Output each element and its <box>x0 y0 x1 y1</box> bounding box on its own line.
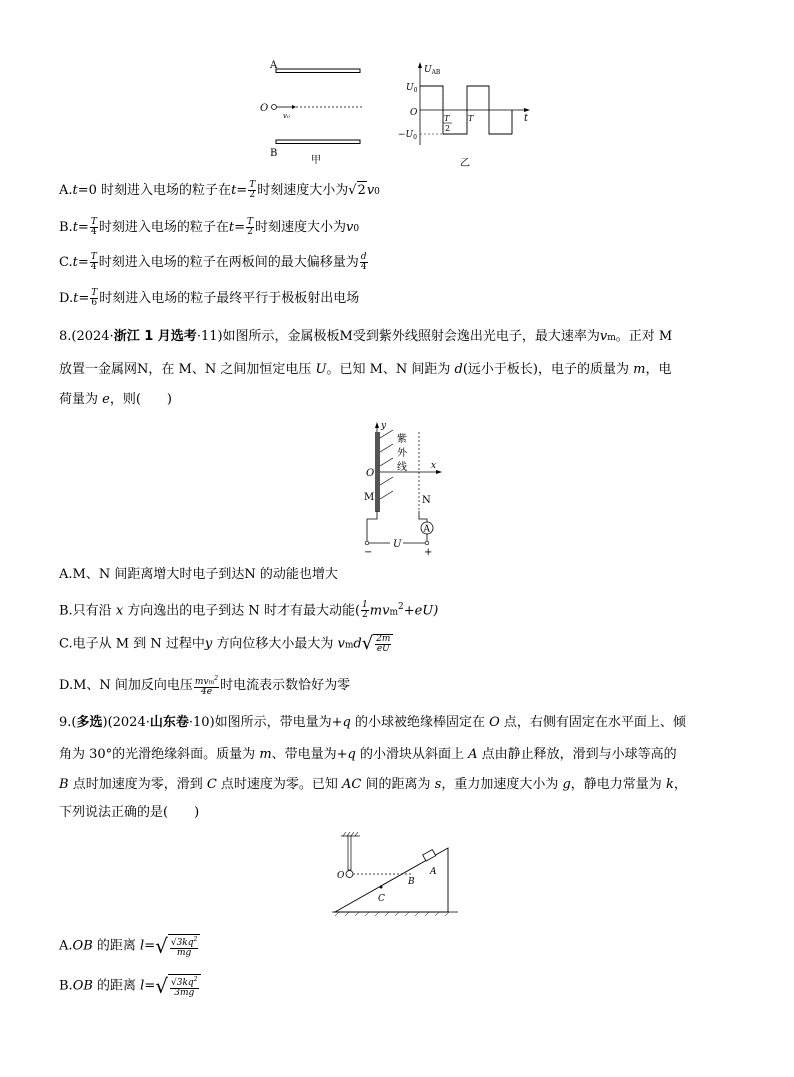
x-axis-label: x <box>431 461 437 471</box>
q8-option-b[interactable]: B.只有沿 x 方向逸出的电子到达 N 时才有最大动能( $\frac{1}{2}$ mvm$^2$+eU) <box>59 600 439 621</box>
fraction: $\frac{d}{4}$ <box>360 252 367 272</box>
t-full: T <box>468 114 474 123</box>
q9-figure <box>325 828 465 923</box>
graph-origin: O <box>410 108 418 118</box>
u0-label: $U_0$ <box>406 83 418 94</box>
q7-option-c[interactable]: C.t= $\frac{T}{4}$ 时刻进入电场的粒子在两板间的最大偏移量为 $\frac{d}{4}$ <box>59 252 367 272</box>
svg-text:A: A <box>423 524 430 535</box>
fraction: $\frac{T}{2}$ <box>247 217 254 237</box>
plate-a <box>276 69 360 73</box>
charged-ball <box>346 871 353 878</box>
q7-option-a[interactable]: A.t=0 时刻进入电场的粒子在t= $\frac{T}{2}$ 时刻速度大小为√2v0 <box>59 180 380 200</box>
q9-stem-line-1: 9.(多选)(2024·山东卷·10)如图所示，带电量为+q 的小球被绝缘棒固定在 O 点，右侧有固定在水平面上、倾 <box>59 715 686 730</box>
q9-option-a[interactable]: A.OB 的距离 l=√ $\frac{√3kq^2}{mg}$ <box>59 934 200 958</box>
uab-label: $U_{AB}$ <box>424 65 441 76</box>
uv-light-2: 外 <box>397 448 407 459</box>
sqrt-expression: √ $\frac{√3kq^2}{3mg}$ <box>155 974 200 998</box>
q8-option-a[interactable]: A.M、N 间距离增大时电子到达N 的动能也增大 <box>59 567 338 582</box>
q7-option-b[interactable]: B.t= $\frac{T}{4}$ 时刻进入电场的粒子在t= $\frac{T}{2}$ 时刻速度大小为v0 <box>59 217 360 237</box>
label-n: N <box>422 495 431 506</box>
plate-b <box>276 140 360 144</box>
sqrt-expression: √ $\frac{√3kq^2}{mg}$ <box>155 934 200 958</box>
sqrt-2: √2 <box>348 183 366 198</box>
t-half-den: 2 <box>445 124 451 133</box>
sqrt-expression: √ $\frac{2m}{eU}$ <box>362 634 394 654</box>
q9-stem-line-2: 角为 30°的光滑绝缘斜面。质量为 m、带电量为+q 的小滑块从斜面上 A 点由静止释放，滑到与小球等高的 <box>59 747 677 762</box>
point-c: C <box>378 894 385 904</box>
figure-jia-yi <box>250 52 550 177</box>
t-axis-label: t <box>524 113 529 124</box>
uv-light-1: 紫 <box>397 434 407 445</box>
fraction: $\frac{1}{2}$ <box>362 600 368 621</box>
q8-stem-line-2: 放置一金属网N，在 M、N 之间加恒定电压 U。已知 M、N 间距为 d(远小于板长)，电子的质量为 m，电 <box>59 362 672 377</box>
t-half-num: T <box>444 114 450 123</box>
plus-terminal: + <box>424 547 433 558</box>
point-c-dot <box>380 886 383 889</box>
plate-b-label: B <box>270 148 278 159</box>
plate-a-label: A <box>270 60 278 71</box>
fraction: $\frac{T}{2}$ <box>249 180 256 200</box>
fraction: $\frac{T}{4}$ <box>90 252 97 272</box>
voltage-u: U <box>393 539 402 550</box>
uv-light-3: 线 <box>397 462 407 473</box>
plate-m <box>375 432 380 512</box>
fraction: $\frac{T}{4}$ <box>90 217 97 237</box>
particle <box>272 105 277 110</box>
q7-option-d[interactable]: D.t= $\frac{T}{6}$ 时刻进入电场的粒子最终平行于极板射出电场 <box>59 288 360 308</box>
label-m: M <box>364 492 375 503</box>
q9-option-b[interactable]: B.OB 的距离 l=√ $\frac{√3kq^2}{3mg}$ <box>59 974 201 998</box>
q8-option-d[interactable]: D.M、N 间加反向电压 $\frac{mvm^2}{4e}$ 时电流表示数恰好为零 <box>59 675 351 697</box>
v0-label: v₀ <box>283 112 290 120</box>
caption-jia: 甲 <box>311 155 321 166</box>
origin-o: O <box>366 468 375 479</box>
q8-stem-line-3: 荷量为 e，则( ) <box>59 392 172 407</box>
point-o: O <box>337 871 345 881</box>
caption-yi: 乙 <box>460 158 470 169</box>
point-b: B <box>408 877 415 887</box>
fraction: $\frac{mvm^2}{4e}$ <box>194 675 219 697</box>
fraction: $\frac{T}{6}$ <box>91 288 98 308</box>
insulating-rod <box>348 836 351 870</box>
q9-stem-line-4: 下列说法正确的是( ) <box>59 805 200 820</box>
point-a: A <box>430 867 437 877</box>
y-axis-label: y <box>381 421 387 431</box>
q8-figure <box>360 418 450 558</box>
q9-stem-line-3: B 点时加速度为零，滑到 C 点时速度为零。已知 AC 间的距离为 s，重力加速度大小为 g，静电力常量为 k， <box>59 777 687 792</box>
minus-terminal: − <box>364 547 373 558</box>
origin-label: O <box>260 103 269 114</box>
slider-block <box>423 850 436 862</box>
q8-option-c[interactable]: C.电子从 M 到 N 过程中y 方向位移大小最大为 vmd√ $\frac{2m}{eU}$ <box>59 634 393 655</box>
q8-stem-line-1: 8.(2024·浙江 1 月选考·11)如图所示，金属极板M受到紫外线照射会逸出光电子，最大速率为vm。正对 M <box>59 329 673 344</box>
neg-u0-label: $-U_0$ <box>398 130 417 141</box>
